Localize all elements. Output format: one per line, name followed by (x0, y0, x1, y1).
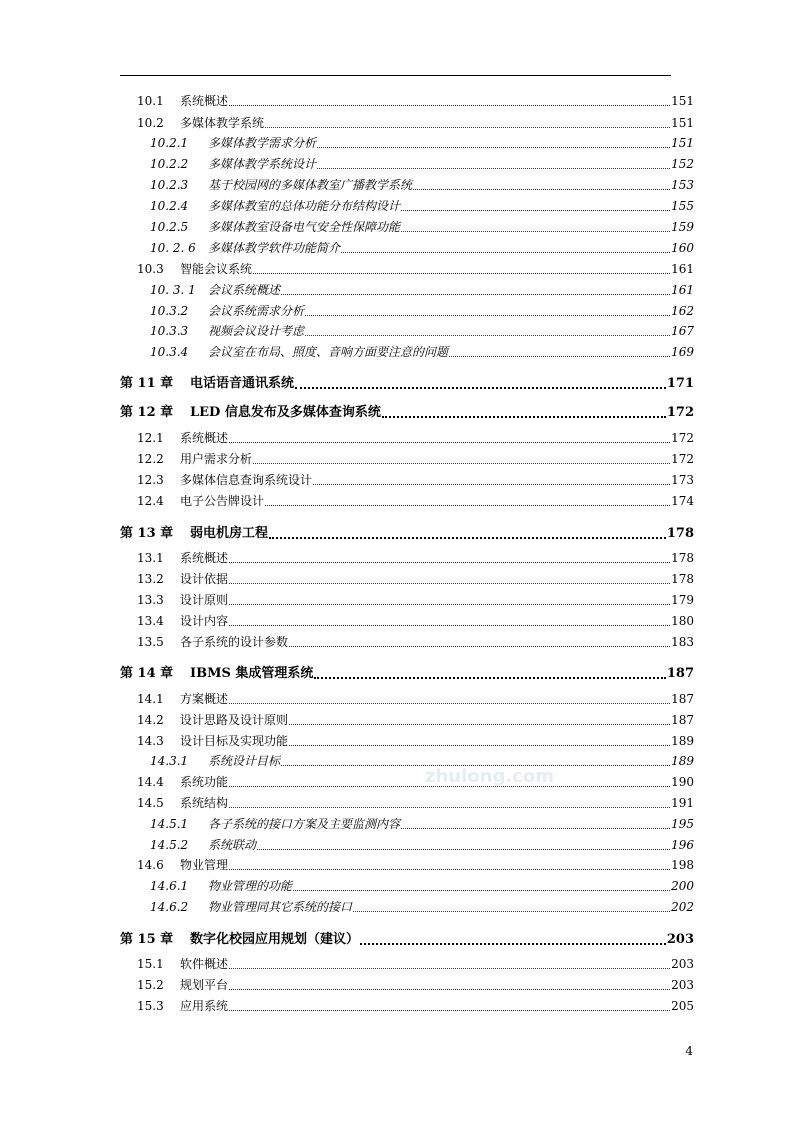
toc-subsection-entry[interactable] (150, 837, 694, 853)
toc-leader-dots (229, 583, 670, 584)
toc-entry-page: 172 (666, 405, 694, 420)
toc-entry-number: 14.1 (137, 692, 164, 706)
toc-section-entry[interactable] (137, 733, 694, 749)
toc-section-entry[interactable] (137, 956, 694, 972)
toc-leader-dots (229, 807, 670, 808)
toc-entry-page: 162 (671, 304, 694, 318)
toc-leader-dots (293, 890, 670, 891)
toc-leader-dots (314, 677, 665, 679)
toc-entry-title: 应用系统 (180, 999, 229, 1013)
toc-entry-number: 第 13 章 (120, 526, 174, 541)
toc-chapter-entry[interactable] (120, 405, 694, 421)
toc-section-entry[interactable] (137, 472, 694, 488)
toc-entry-page: 190 (671, 775, 694, 789)
toc-entry-title: LED 信息发布及多媒体查询系统 (190, 405, 381, 420)
toc-leader-dots (353, 911, 670, 912)
toc-section-entry[interactable] (137, 571, 694, 587)
toc-entry-number: 13.2 (137, 572, 164, 586)
toc-entry-title: 电话语音通讯系统 (190, 376, 295, 391)
toc-leader-dots (289, 724, 670, 725)
toc-subsection-entry[interactable] (150, 899, 694, 915)
toc-entry-page: 202 (671, 900, 694, 914)
toc-entry-number: 10.2.4 (150, 199, 189, 213)
toc-entry-number: 12.3 (137, 473, 164, 487)
toc-section-entry[interactable] (137, 550, 694, 566)
toc-entry-title: 弱电机房工程 (190, 526, 269, 541)
toc-section-entry[interactable] (137, 493, 694, 509)
toc-entry-title: 规划平台 (180, 978, 229, 992)
toc-leader-dots (289, 745, 670, 746)
toc-leader-dots (281, 294, 670, 295)
toc-entry-title: 用户需求分析 (180, 452, 253, 466)
toc-entry-number: 第 11 章 (120, 376, 174, 391)
toc-entry-page: 153 (671, 178, 694, 192)
toc-entry-title: 会议系统需求分析 (208, 304, 305, 318)
toc-entry-number: 10.2 (137, 116, 164, 130)
toc-entry-title: 系统概述 (180, 94, 229, 108)
toc-entry-number: 10.3 (137, 262, 164, 276)
toc-section-entry[interactable] (137, 634, 694, 650)
toc-entry-number: 15.2 (137, 978, 164, 992)
toc-entry-page: 173 (671, 473, 694, 487)
toc-leader-dots (229, 989, 670, 990)
toc-leader-dots (413, 189, 670, 190)
toc-leader-dots (257, 849, 670, 850)
toc-entry-number: 14.3.1 (150, 754, 189, 768)
toc-entry-title: 物业管理 (180, 858, 229, 872)
toc-entry-title: 各子系统的接口方案及主要监测内容 (208, 817, 401, 831)
toc-entry-title: 软件概述 (180, 957, 229, 971)
toc-entry-number: 10.2.5 (150, 220, 189, 234)
toc-entry-number: 14.3 (137, 734, 164, 748)
toc-entry-number: 10.2.2 (150, 157, 189, 171)
toc-entry-page: 200 (671, 879, 694, 893)
toc-section-entry[interactable] (137, 795, 694, 811)
toc-entry-page: 155 (671, 199, 694, 213)
toc-subsection-entry[interactable] (150, 878, 694, 894)
toc-chapter-entry[interactable] (120, 376, 694, 392)
toc-section-entry[interactable] (137, 857, 694, 873)
toc-leader-dots (401, 210, 670, 211)
toc-entry-title: 会议室在布局、照度、音响方面要注意的问题 (208, 345, 449, 359)
toc-entry-page: 189 (671, 734, 694, 748)
toc-entry-title: 系统结构 (180, 796, 229, 810)
toc-entry-page: 178 (671, 572, 694, 586)
toc-section-entry[interactable] (137, 712, 694, 728)
toc-entry-number: 15.3 (137, 999, 164, 1013)
toc-subsection-entry[interactable] (150, 816, 694, 832)
toc-entry-page: 183 (671, 635, 694, 649)
toc-subsection-entry[interactable] (150, 344, 694, 360)
toc-subsection-entry[interactable] (150, 282, 694, 298)
toc-entry-page: 151 (671, 94, 694, 108)
toc-entry-number: 10.2.3 (150, 178, 189, 192)
toc-entry-page: 169 (671, 345, 694, 359)
toc-entry-number: 第 12 章 (120, 405, 174, 420)
toc-leader-dots (253, 273, 670, 274)
toc-entry-number: 10.3.2 (150, 304, 189, 318)
toc-entry-page: 161 (671, 262, 694, 276)
toc-section-entry[interactable] (137, 115, 694, 131)
toc-entry-page: 187 (671, 713, 694, 727)
toc-entry-page: 179 (671, 593, 694, 607)
watermark: zhulong.com (425, 766, 554, 787)
toc-entry-title: 系统联动 (208, 838, 257, 852)
toc-leader-dots (229, 442, 670, 443)
toc-entry-title: 设计原则 (180, 593, 229, 607)
toc-leader-dots (305, 315, 670, 316)
toc-entry-page: 161 (671, 283, 694, 297)
toc-section-entry[interactable] (137, 691, 694, 707)
toc-entry-number: 12.2 (137, 452, 164, 466)
toc-leader-dots (229, 786, 670, 787)
toc-entry-page: 151 (671, 116, 694, 130)
toc-entry-title: 系统设计目标 (208, 754, 281, 768)
toc-entry-page: 160 (671, 241, 694, 255)
toc-entry-title: 物业管理的功能 (208, 879, 293, 893)
toc-leader-dots (281, 765, 670, 766)
toc-entry-title: 多媒体教学系统 (180, 116, 265, 130)
toc-subsection-entry[interactable] (150, 198, 694, 214)
toc-entry-title: 多媒体教学软件功能简介 (208, 241, 341, 255)
toc-entry-number: 10.1 (137, 94, 164, 108)
toc-entry-number: 15.1 (137, 957, 164, 971)
toc-section-entry[interactable] (137, 261, 694, 277)
toc-leader-dots (317, 168, 670, 169)
toc-entry-page: 191 (671, 796, 694, 810)
toc-subsection-entry[interactable] (150, 135, 694, 151)
toc-entry-page: 203 (671, 978, 694, 992)
toc-entry-number: 14.2 (137, 713, 164, 727)
toc-entry-title: 会议系统概述 (208, 283, 281, 297)
toc-entry-page: 174 (671, 494, 694, 508)
toc-entry-number: 10. 2. 6 (150, 241, 196, 255)
toc-entry-title: 物业管理同其它系统的接口 (208, 900, 353, 914)
toc-entry-title: IBMS 集成管理系统 (190, 666, 314, 681)
toc-entry-page: 178 (666, 526, 694, 541)
toc-subsection-entry[interactable] (150, 303, 694, 319)
toc-entry-title: 各子系统的设计参数 (180, 635, 289, 649)
toc-leader-dots (305, 335, 670, 336)
toc-entry-title: 数字化校园应用规划（建议） (190, 932, 360, 947)
toc-leader-dots (229, 1010, 670, 1011)
toc-entry-title: 基于校园网的多媒体教室广播教学系统 (208, 178, 413, 192)
toc-entry-number: 14.5.1 (150, 817, 189, 831)
toc-entry-page: 172 (671, 452, 694, 466)
toc-leader-dots (229, 703, 670, 704)
toc-entry-number: 10.3.4 (150, 345, 189, 359)
toc-entry-number: 12.4 (137, 494, 164, 508)
toc-leader-dots (253, 463, 670, 464)
toc-entry-page: 189 (671, 754, 694, 768)
toc-entry-number: 14.5.2 (150, 838, 189, 852)
toc-entry-number: 13.3 (137, 593, 164, 607)
toc-entry-page: 187 (666, 666, 694, 681)
toc-entry-number: 14.6.1 (150, 879, 189, 893)
toc-section-entry[interactable] (137, 430, 694, 446)
toc-entry-title: 多媒体教学系统设计 (208, 157, 317, 171)
toc-entry-number: 10. 3. 1 (150, 283, 196, 297)
toc-leader-dots (269, 537, 666, 539)
toc-leader-dots (265, 127, 670, 128)
toc-entry-title: 多媒体教室设备电气安全性保障功能 (208, 220, 401, 234)
toc-entry-number: 14.6 (137, 858, 164, 872)
toc-entry-page: 195 (671, 817, 694, 831)
toc-entry-title: 系统功能 (180, 775, 229, 789)
toc-subsection-entry[interactable] (150, 323, 694, 339)
toc-leader-dots (229, 105, 670, 106)
toc-entry-title: 多媒体教学需求分析 (208, 136, 317, 150)
toc-entry-page: 205 (671, 999, 694, 1013)
toc-entry-number: 13.1 (137, 551, 164, 565)
toc-chapter-entry[interactable] (120, 526, 694, 542)
toc-section-entry[interactable] (137, 592, 694, 608)
toc-subsection-entry[interactable] (150, 240, 694, 256)
toc-entry-title: 设计目标及实现功能 (180, 734, 289, 748)
toc-entry-title: 多媒体教室的总体功能分布结构设计 (208, 199, 401, 213)
toc-leader-dots (313, 484, 670, 485)
toc-entry-page: 159 (671, 220, 694, 234)
toc-entry-title: 电子公告牌设计 (180, 494, 265, 508)
toc-entry-page: 152 (671, 157, 694, 171)
toc-entry-page: 178 (671, 551, 694, 565)
toc-entry-page: 180 (671, 614, 694, 628)
toc-leader-dots (401, 231, 670, 232)
toc-leader-dots (229, 869, 670, 870)
toc-entry-page: 203 (671, 957, 694, 971)
toc-subsection-entry[interactable] (150, 156, 694, 172)
toc-entry-title: 方案概述 (180, 692, 229, 706)
toc-entry-page: 196 (671, 838, 694, 852)
toc-entry-title: 设计思路及设计原则 (180, 713, 289, 727)
toc-entry-title: 设计内容 (180, 614, 229, 628)
toc-leader-dots (229, 562, 670, 563)
toc-entry-number: 14.4 (137, 775, 164, 789)
toc-subsection-entry[interactable] (150, 177, 694, 193)
toc-entry-page: 151 (671, 136, 694, 150)
page-number: 4 (685, 1044, 693, 1058)
toc-entry-number: 第 14 章 (120, 666, 174, 681)
toc-section-entry[interactable] (137, 774, 694, 790)
toc-section-entry[interactable] (137, 998, 694, 1014)
toc-entry-number: 10.3.3 (150, 324, 189, 338)
toc-subsection-entry[interactable] (150, 753, 694, 769)
toc-entry-page: 187 (671, 692, 694, 706)
toc-entry-number: 第 15 章 (120, 932, 174, 947)
toc-entry-page: 167 (671, 324, 694, 338)
toc-leader-dots (317, 147, 670, 148)
toc-section-entry[interactable] (137, 613, 694, 629)
toc-entry-title: 智能会议系统 (180, 262, 253, 276)
toc-entry-page: 203 (666, 932, 694, 947)
toc-entry-number: 14.5 (137, 796, 164, 810)
toc-entry-page: 172 (671, 431, 694, 445)
toc-leader-dots (289, 646, 670, 647)
toc-leader-dots (229, 625, 670, 626)
toc-section-entry[interactable] (137, 93, 694, 109)
toc-entry-title: 视频会议设计考虑 (208, 324, 305, 338)
toc-chapter-entry[interactable] (120, 666, 694, 682)
toc-entry-number: 10.2.1 (150, 136, 189, 150)
toc-entry-number: 13.5 (137, 635, 164, 649)
toc-section-entry[interactable] (137, 451, 694, 467)
toc-leader-dots (382, 416, 666, 418)
toc-entry-number: 12.1 (137, 431, 164, 445)
toc-section-entry[interactable] (137, 977, 694, 993)
toc-entry-number: 14.6.2 (150, 900, 189, 914)
toc-leader-dots (295, 387, 666, 389)
toc-subsection-entry[interactable] (150, 219, 694, 235)
toc-entry-title: 系统概述 (180, 431, 229, 445)
toc-leader-dots (360, 943, 666, 945)
toc-leader-dots (401, 828, 670, 829)
toc-leader-dots (265, 505, 670, 506)
toc-entry-title: 设计依据 (180, 572, 229, 586)
toc-entry-title: 系统概述 (180, 551, 229, 565)
toc-leader-dots (341, 252, 670, 253)
toc-entry-title: 多媒体信息查询系统设计 (180, 473, 313, 487)
toc-entry-page: 171 (666, 376, 694, 391)
toc-leader-dots (229, 968, 670, 969)
toc-entry-page: 198 (671, 858, 694, 872)
toc-chapter-entry[interactable] (120, 932, 694, 948)
toc-leader-dots (449, 356, 670, 357)
toc-entry-number: 13.4 (137, 614, 164, 628)
toc-leader-dots (229, 604, 670, 605)
